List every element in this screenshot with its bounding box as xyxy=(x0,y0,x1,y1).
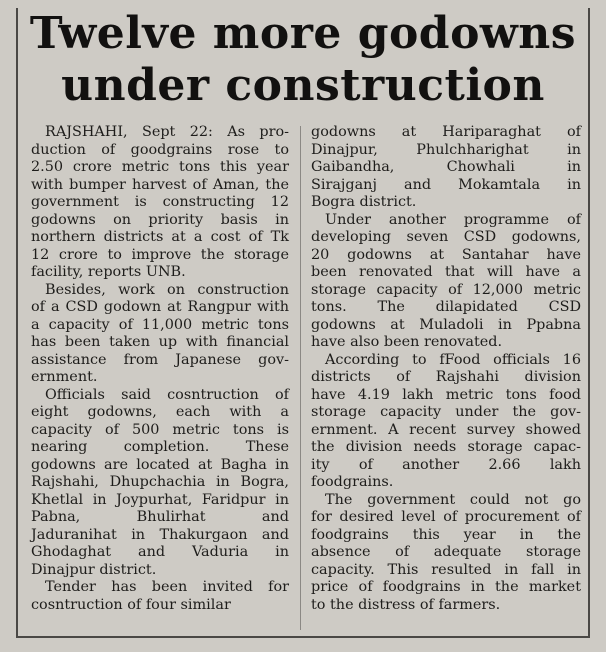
column-divider xyxy=(300,126,301,630)
article-line: have also been renovated. xyxy=(311,334,503,350)
article-line: for desired level of procurement of xyxy=(311,509,581,525)
article-line: nearing completion. These xyxy=(31,439,289,455)
article-line: assistance from Japanese gov- xyxy=(31,351,289,368)
article-line: facility, reports UNB. xyxy=(31,264,186,280)
article-line: According to fFood officials 16 xyxy=(325,351,581,368)
article-line: a capacity of 11,000 metric tons xyxy=(31,316,289,333)
article-line: 2.50 crore metric tons this year xyxy=(31,159,289,175)
article-line: cosntruction of four similar xyxy=(31,596,231,613)
article-paragraph xyxy=(311,492,581,615)
left-column xyxy=(31,124,289,614)
article-line: Ghodaghat and Vaduria in xyxy=(31,544,289,560)
right-column xyxy=(311,124,581,614)
article-line: foodgrains this year in the xyxy=(311,526,581,543)
article-line: capacity of 500 metric tons is xyxy=(31,421,289,438)
article-line: Rajshahi, Dhupchachia in Bogra, xyxy=(31,474,289,490)
article-paragraph xyxy=(31,387,289,580)
article-line: Dinajpur district. xyxy=(31,561,157,578)
article-line: Gaibandha, Chowhali in xyxy=(311,159,581,175)
article-line: ity of another 2.66 lakh xyxy=(311,456,581,473)
article-line: capacity. This resulted in fall in xyxy=(311,561,581,578)
article-line: ernment. A recent survey showed xyxy=(311,421,581,438)
article-line: the division needs storage capac- xyxy=(311,439,581,455)
article-line: Dinajpur, Phulchharighat in xyxy=(311,141,581,158)
article-line: 20 godowns at Santahar have xyxy=(311,246,581,263)
article-line: to the distress of farmers. xyxy=(311,596,501,613)
article-line: foodgrains. xyxy=(311,474,394,490)
article-line: godowns at Hariparaghat of xyxy=(311,124,581,140)
article-line: price of foodgrains in the market xyxy=(311,579,581,595)
article-line: districts of Rajshahi division xyxy=(311,369,581,385)
article-line: godowns are located at Bagha in xyxy=(31,456,289,473)
article-line: Bogra district. xyxy=(311,194,417,210)
article-paragraph xyxy=(311,212,581,352)
headline-line-2: under construction xyxy=(61,60,545,111)
article-line: Khetlal in Joypurhat, Faridpur in xyxy=(31,491,289,508)
article-line: tons. The dilapidated CSD xyxy=(311,299,581,315)
article-paragraph xyxy=(311,352,581,492)
article-line: Pabna, Bhulirhat and xyxy=(31,509,289,525)
article-line: RAJSHAHI, Sept 22: As pro- xyxy=(45,124,289,140)
article-line: Tender has been invited for xyxy=(45,579,289,595)
article-line: ernment. xyxy=(31,369,98,385)
article-line: absence of adequate storage xyxy=(311,544,581,560)
article-line: developing seven CSD godowns, xyxy=(311,229,581,245)
article-paragraph xyxy=(31,282,289,387)
article-line: eight godowns, each with a xyxy=(31,404,289,420)
article-line: duction of goodgrains rose to xyxy=(31,141,289,158)
article-line: godowns on priority basis in xyxy=(31,211,289,228)
article-line: northern districts at a cost of Tk xyxy=(31,229,289,245)
article-line: Under another programme of xyxy=(325,211,581,228)
article-line: Officials said cosntruction of xyxy=(45,386,289,403)
article-paragraph xyxy=(311,124,581,212)
article-line: has been taken up with financial xyxy=(31,334,289,350)
article-line: government is constructing 12 xyxy=(31,194,289,210)
article-line: godowns at Muladoli in Ppabna xyxy=(311,316,581,333)
article-line: of a CSD godown at Rangpur with xyxy=(31,299,289,315)
headline xyxy=(0,8,606,112)
article-line: Jaduranihat in Thakurgaon and xyxy=(31,526,289,543)
headline-line-1: Twelve more godowns xyxy=(29,8,577,59)
article-paragraph xyxy=(31,124,289,282)
article-line: Besides, work on construction xyxy=(45,281,289,298)
article-line: been renovated that will have a xyxy=(311,264,581,280)
article-line: storage capacity under the gov- xyxy=(311,404,581,420)
article-paragraph xyxy=(31,579,289,614)
article-line: have 4.19 lakh metric tons food xyxy=(311,386,581,403)
article-line: Sirajganj and Mokamtala in xyxy=(311,176,581,193)
article-line: storage capacity of 12,000 metric xyxy=(311,281,581,298)
article-line: with bumper harvest of Aman, the xyxy=(31,176,289,193)
article-line: The government could not go xyxy=(325,491,581,508)
article-line: 12 crore to improve the storage xyxy=(31,246,289,263)
